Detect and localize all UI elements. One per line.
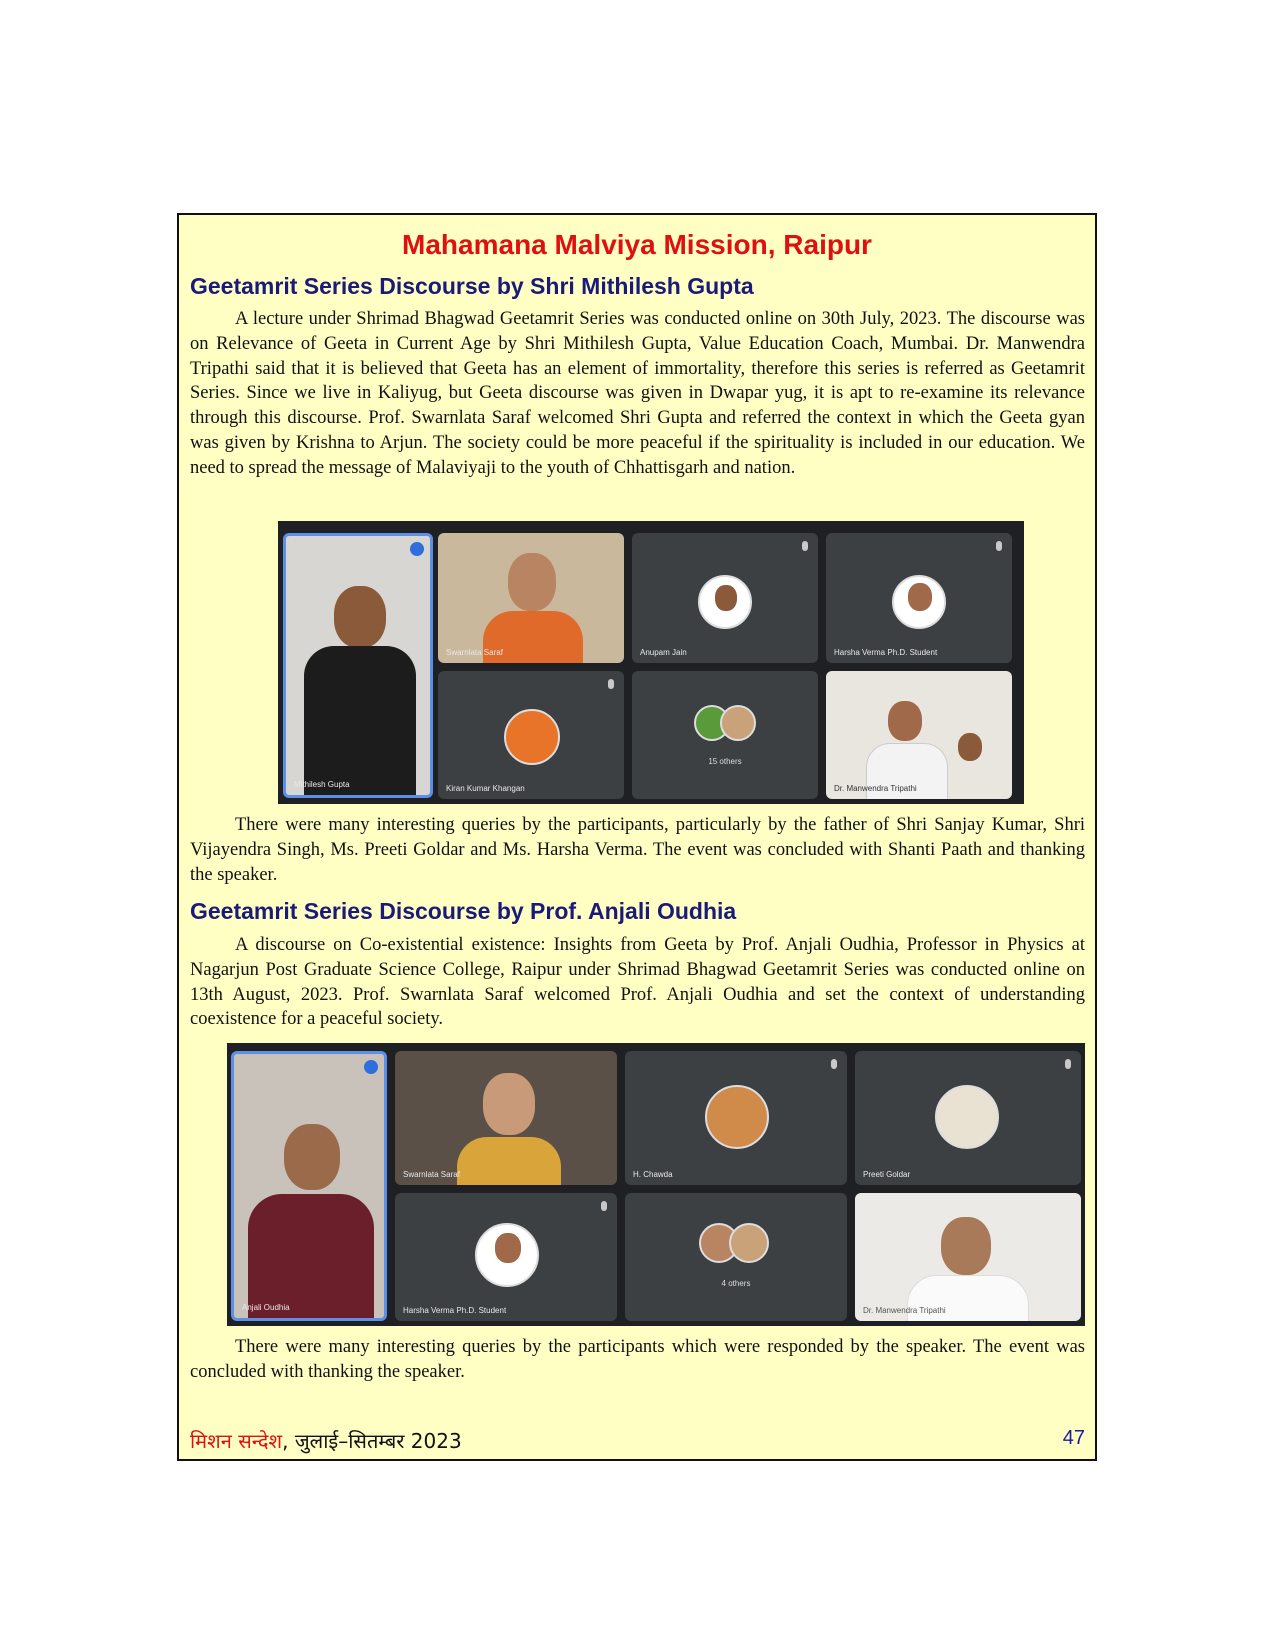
tile-label: Harsha Verma Ph.D. Student — [834, 648, 938, 657]
meeting-tile — [395, 1193, 617, 1321]
magazine-name: मिशन सन्देश — [190, 1429, 283, 1453]
meeting-tile — [826, 671, 1012, 799]
person-head — [888, 701, 922, 741]
mic-off-icon — [608, 679, 614, 689]
section2-heading: Geetamrit Series Discourse by Prof. Anjali Oudhia — [190, 898, 737, 924]
tile-label: Dr. Manwendra Tripathi — [863, 1306, 946, 1315]
tile-label: Swarnlata Saraf — [446, 648, 503, 657]
meeting-tile — [438, 671, 624, 799]
meeting-tile — [625, 1051, 847, 1185]
section2-paragraph-2: There were many interesting queries by the participants which were responded by the speaker. The event was concluded with thanking the speaker. — [190, 1337, 1085, 1382]
person-head — [483, 1073, 535, 1135]
meeting-tile-speaker — [231, 1051, 387, 1321]
meeting-tile — [438, 533, 624, 663]
speaking-indicator-icon — [364, 1060, 378, 1074]
person-head — [284, 1124, 340, 1190]
person-body — [304, 646, 416, 798]
mic-off-icon — [1065, 1059, 1071, 1069]
section1-meeting-photo — [278, 521, 1024, 804]
speaking-indicator-icon — [410, 542, 424, 556]
person-head — [958, 733, 982, 761]
issue-date: , जुलाई–सितम्बर 2023 — [282, 1429, 462, 1453]
meeting-tile — [855, 1051, 1081, 1185]
tile-label: Anupam Jain — [640, 648, 687, 657]
page-frame — [177, 213, 1097, 1461]
page-number: 47 — [1062, 1427, 1085, 1449]
mission-title: Mahamana Malviya Mission, Raipur — [402, 229, 872, 260]
section2-paragraph-1: A discourse on Co-existential existence: Insights from Geeta by Prof. Anjali Oudhia, Professor in Physics at Nagarjun Post Graduate Science College, Raipur under Shrimad Bhagwad Geetamrit Series was conducted online on 13th August, 2023. Prof. Swarnlata Saraf welcomed Prof. Anjali Oudhia and set the context of understanding coexistence for a peaceful society. — [190, 935, 1085, 1030]
participant-avatar — [892, 575, 946, 629]
participant-avatar — [720, 705, 756, 741]
meeting-tile — [855, 1193, 1081, 1321]
participant-avatar — [698, 575, 752, 629]
section2-meeting-photo — [227, 1043, 1085, 1326]
mic-off-icon — [802, 541, 808, 551]
meeting-tile-others — [625, 1193, 847, 1321]
meeting-tile — [395, 1051, 617, 1185]
section1-paragraph-2: There were many interesting queries by the participants, particularly by the father of Shri Sanjay Kumar, Shri Vijayendra Singh, Ms. Preeti Goldar and Ms. Harsha Verma. The event was concluded with Shanti Paath and thanking the speaker. — [190, 815, 1085, 885]
person-head — [941, 1217, 991, 1275]
tile-label: Swarnlata Saraf — [403, 1170, 460, 1179]
section1-paragraph-1: A lecture under Shrimad Bhagwad Geetamrit Series was conducted online on 30th July, 2023. The discourse was on Relevance of Geeta in Current Age by Shri Mithilesh Gupta, Value Education Coach, Mumbai. Dr. Manwendra Tripathi said that it is believed that Geeta has an element of immortality, therefore this series is referred as Geetamrit Series. Since we live in Kaliyug, but Geeta discourse was given in Dwapar yug, it is apt to re-examine its relevance through this discourse. Prof. Swarnlata Saraf welcomed Shri Gupta and referred the context in which the Geeta gyan was given by Krishna to Arjun. The society could be more peaceful if the spirituality is included in our education. We need to spread the message of Malaviyaji to the youth of Chhattisgarh and nation. — [190, 309, 1085, 478]
mic-off-icon — [601, 1201, 607, 1211]
mic-off-icon — [831, 1059, 837, 1069]
person-body — [457, 1137, 561, 1185]
meeting-tile — [632, 533, 818, 663]
participant-avatar — [475, 1223, 539, 1287]
tile-label: Anjali Oudhia — [242, 1303, 290, 1312]
participant-avatar — [705, 1085, 769, 1149]
tile-label: H. Chawda — [633, 1170, 673, 1179]
person-head — [334, 586, 386, 648]
section1-heading: Geetamrit Series Discourse by Shri Mithilesh Gupta — [190, 273, 754, 299]
person-body — [248, 1194, 374, 1321]
participant-avatar — [935, 1085, 999, 1149]
tile-label: Mithilesh Gupta — [294, 780, 350, 789]
footer-magazine-issue — [190, 1427, 462, 1454]
meeting-tile-speaker — [283, 533, 433, 798]
others-count: 4 others — [721, 1279, 751, 1288]
mic-off-icon — [996, 541, 1002, 551]
tile-label: Preeti Goldar — [863, 1170, 911, 1179]
meeting-tile-others — [632, 671, 818, 799]
person-head — [508, 553, 556, 611]
tile-label: Harsha Verma Ph.D. Student — [403, 1306, 507, 1315]
tile-label: Dr. Manwendra Tripathi — [834, 784, 917, 793]
participant-avatar — [729, 1223, 769, 1263]
tile-label: Kiran Kumar Khangan — [446, 784, 525, 793]
participant-avatar — [504, 709, 560, 765]
others-count: 15 others — [708, 757, 742, 766]
meeting-tile — [826, 533, 1012, 663]
